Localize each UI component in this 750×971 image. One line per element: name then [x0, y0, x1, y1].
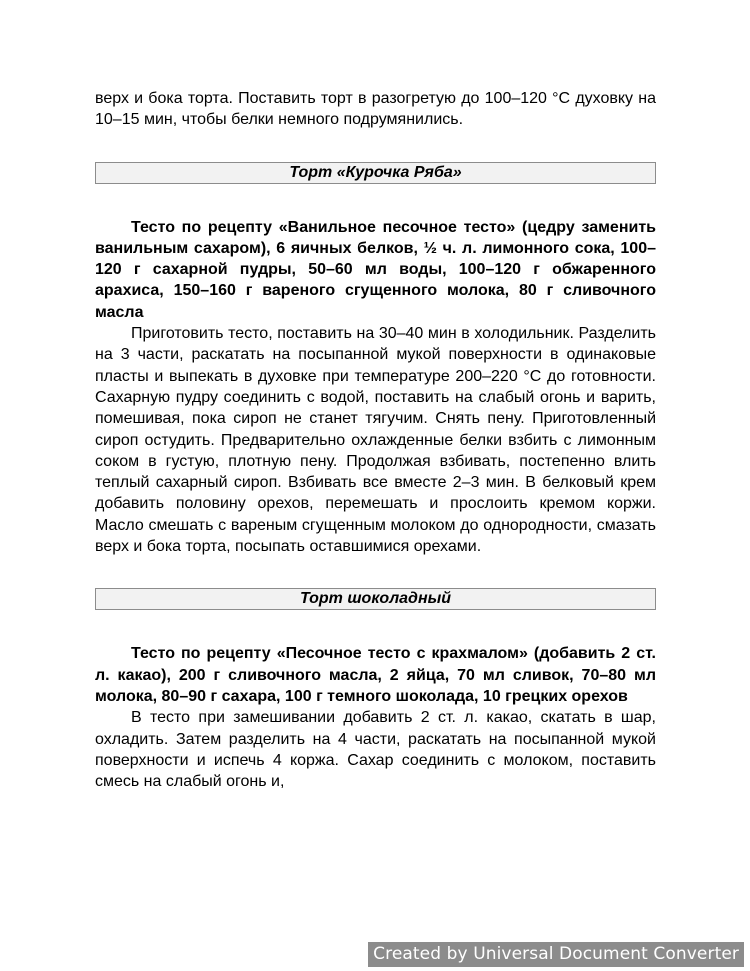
recipe-method-chocolate: В тесто при замешивании добавить 2 ст. л. какао, скатать в шар, охладить. Затем разделить на 4 части, раскатать на посыпанной мукой поверхности и испечь 4 коржа. Сахар соединить с молоком, поставить смесь на слабый огонь и,: [95, 709, 656, 791]
watermark-label: Created by Universal Document Converter: [368, 942, 744, 967]
intro-paragraph: верх и бока торта. Поставить торт в разогретую до 100–120 °С духовку на 10–15 мин, чтобы белки немного подрумянились.: [95, 90, 656, 129]
document-page: [95, 88, 656, 792]
recipe-method-kurochka-ryaba: Приготовить тесто, поставить на 30–40 мин в холодильник. Разделить на 3 части, раскатать на посыпанной мукой поверхности в одинаковые пласты и выпекать в духовке при температуре 200–220 °С до готовности. Сахарную пудру соединить с водой, поставить на слабый огонь и варить, помешивая, пока сироп не станет тягучим. Снять пену. Приготовленный сироп остудить. Предварительно охлажденные белки взбить с лимонным соком в густую, плотную пену. Продолжая взбивать, постепенно влить теплый сахарный сироп. Взбивать все вместе 2–3 мин. В белковый крем добавить половину орехов, перемешать и прослоить кремом коржи. Масло смешать с вареным сгущенным молоком до однородности, смазать верх и бока торта, посыпать оставшимися орехами.: [95, 325, 656, 556]
recipe-title-kurochka-ryaba: Торт «Курочка Ряба»: [95, 162, 656, 184]
recipe-ingredients-kurochka-ryaba: Тесто по рецепту «Ванильное песочное тесто» (цедру заменить ванильным сахаром), 6 яичных белков, ½ ч. л. лимонного сока, 100–120 г сахарной пудры, 50–60 мл воды, 100–120 г обжаренного арахиса, 150–160 г вареного сгущенного молока, 80 г сливочного масла: [95, 218, 656, 321]
recipe-ingredients-chocolate: Тесто по рецепту «Песочное тесто с крахмалом» (добавить 2 ст. л. какао), 200 г сливочного масла, 2 яйца, 70 мл сливок, 70–80 мл молока, 80–90 г сахара, 100 г темного шоколада, 10 грецких орехов: [95, 645, 656, 705]
recipe-title-chocolate: Торт шоколадный: [95, 588, 656, 610]
